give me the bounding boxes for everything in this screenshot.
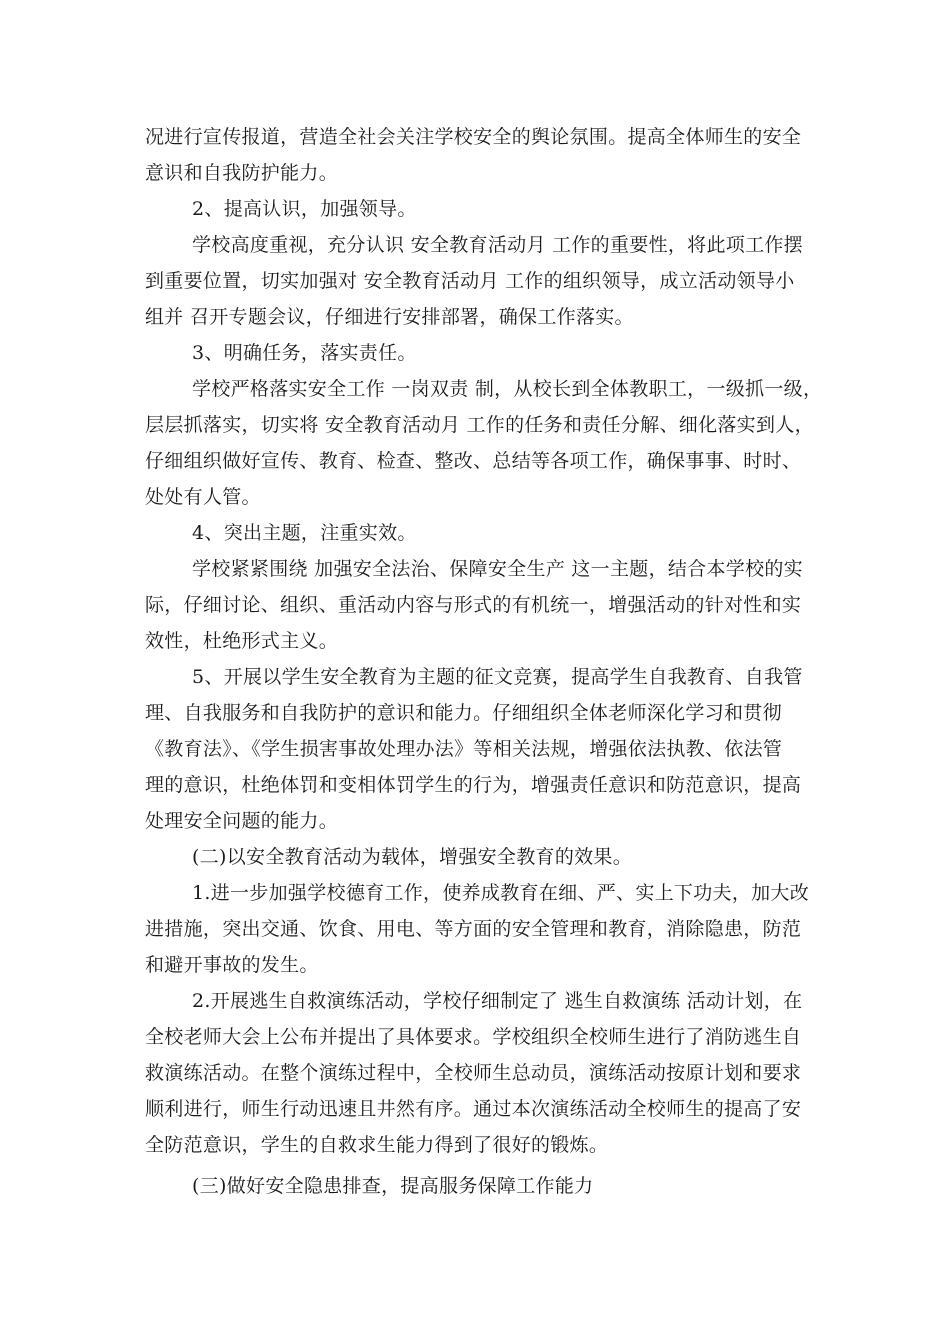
text-line: 效性，杜绝形式主义。 <box>145 630 339 652</box>
text-line: 理的意识，杜绝体罚和变相体罚学生的行为，增强责任意识和防范意识，提高 <box>145 774 802 796</box>
text-line: 学校高度重视，充分认识 安全教育活动月 工作的重要性，将此项工作摆 <box>192 234 803 256</box>
text-line: 2.开展逃生自救演练活动，学校仔细制定了 逃生自救演练 活动计划，在 <box>192 990 803 1012</box>
text-line: 全校老师大会上公布并提出了具体要求。学校组织全校师生进行了消防逃生自 <box>145 1026 802 1048</box>
text-line: 救演练活动。在整个演练过程中，全校师生总动员，演练活动按原计划和要求 <box>145 1062 802 1084</box>
text-line: 况进行宣传报道，营造全社会关注学校安全的舆论氛围。提高全体师生的安全 <box>145 126 802 148</box>
text-line: 顺利进行，师生行动迅速且井然有序。通过本次演练活动全校师生的提高了安 <box>145 1098 802 1120</box>
text-line: 层层抓落实，切实将 安全教育活动月 工作的任务和责任分解、细化落实到人， <box>145 414 814 436</box>
text-line: 际，仔细讨论、组织、重活动内容与形式的有机统一，增强活动的针对性和实 <box>145 594 802 616</box>
section-heading: 3、明确任务，落实责任。 <box>192 342 417 364</box>
text-line: 《教育法》、《学生损害事故处理办法》等相关法规，增强依法执教、依法管 <box>145 738 783 760</box>
section-heading: (二)以安全教育活动为载体，增强安全教育的效果。 <box>192 846 633 868</box>
text-line: 处理安全问题的能力。 <box>145 810 339 832</box>
text-line: 意识和自我防护能力。 <box>145 162 339 184</box>
section-heading: 4、突出主题，注重实效。 <box>192 522 417 544</box>
text-line: 仔细组织做好宣传、教育、检查、整改、总结等各项工作，确保事事、时时、 <box>145 450 802 472</box>
text-line: 进措施，突出交通、饮食、用电、等方面的安全管理和教育，消除隐患，防范 <box>145 918 802 940</box>
text-line: 理、自我服务和自我防护的意识和能力。仔细组织全体老师深化学习和贯彻 <box>145 702 782 724</box>
text-line: 组并 召开专题会议，仔细进行安排部署，确保工作落实。 <box>145 306 634 328</box>
text-line: 和避开事故的发生。 <box>145 954 319 976</box>
section-heading: 2、提高认识，加强领导。 <box>192 198 417 220</box>
text-line: 1.进一步加强学校德育工作，使养成教育在细、严、实上下功夫，加大改 <box>192 882 810 904</box>
text-line: 到重要位置，切实加强对 安全教育活动月 工作的组织领导，成立活动领导小 <box>145 270 795 292</box>
section-heading: (三)做好安全隐患排查，提高服务保障工作能力 <box>192 1175 594 1197</box>
text-line: 学校紧紧围绕 加强安全法治、保障安全生产 这一主题，结合本学校的实 <box>192 558 803 580</box>
text-line: 全防范意识，学生的自救求生能力得到了很好的锻炼。 <box>145 1134 609 1156</box>
text-line: 学校严格落实安全工作 一岗双责 制，从校长到全体教职工，一级抓一级， <box>192 378 823 400</box>
text-line: 5、开展以学生安全教育为主题的征文竞赛，提高学生自我教育、自我管 <box>192 666 803 688</box>
text-line: 处处有人管。 <box>145 486 261 508</box>
